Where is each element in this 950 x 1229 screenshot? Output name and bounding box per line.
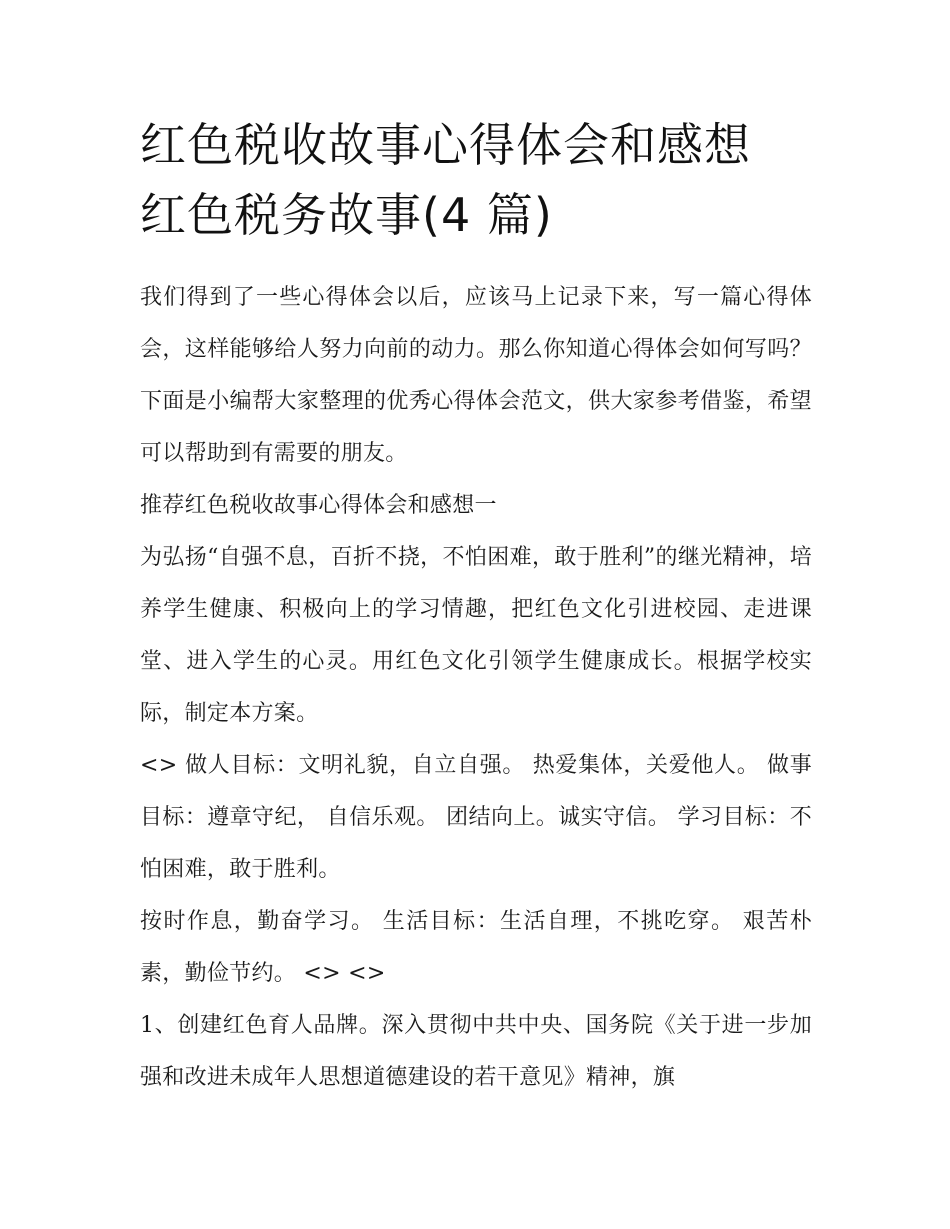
intro-paragraph: 我们得到了一些心得体会以后，应该马上记录下来，写一篇心得体会，这样能够给人努力向前的动力。那么你知道心得体会如何写吗？下面是小编帮大家整理的优秀心得体会范文，供大家参考借鉴，希望可以帮助到有需要的朋友。 bbox=[140, 285, 812, 466]
goals-paragraph: <> 做人目标：文明礼貌，自立自强。 热爱集体，关爱他人。 做事目标：遵章守纪， 自信乐观。 团结向上。诚实守信。 学习目标：不怕困难，敢于胜利。 bbox=[140, 753, 812, 882]
title-line-2: 红色税务故事(4 篇) bbox=[140, 188, 553, 242]
document-title bbox=[140, 110, 812, 250]
title-line-1: 红色税收故事心得体会和感想 bbox=[140, 118, 751, 172]
section-heading: 推荐红色税收故事心得体会和感想一 bbox=[140, 493, 497, 518]
goals-paragraph-continued: 按时作息，勤奋学习。 生活目标：生活自理，不挑吃穿。 艰苦朴素，勤俭节约。 <> <> bbox=[140, 909, 812, 986]
numbered-paragraph: 1、创建红色育人品牌。深入贯彻中共中央、国务院《关于进一步加强和改进未成年人思想道德建设的若干意见》精神，旗 bbox=[140, 1013, 812, 1090]
document-page bbox=[140, 110, 812, 1104]
body-paragraph: 为弘扬“自强不息，百折不挠，不怕困难，敢于胜利”的继光精神，培养学生健康、积极向上的学习情趣，把红色文化引进校园、走进课堂、进入学生的心灵。用红色文化引领学生健康成长。根据学校实际，制定本方案。 bbox=[140, 545, 812, 726]
